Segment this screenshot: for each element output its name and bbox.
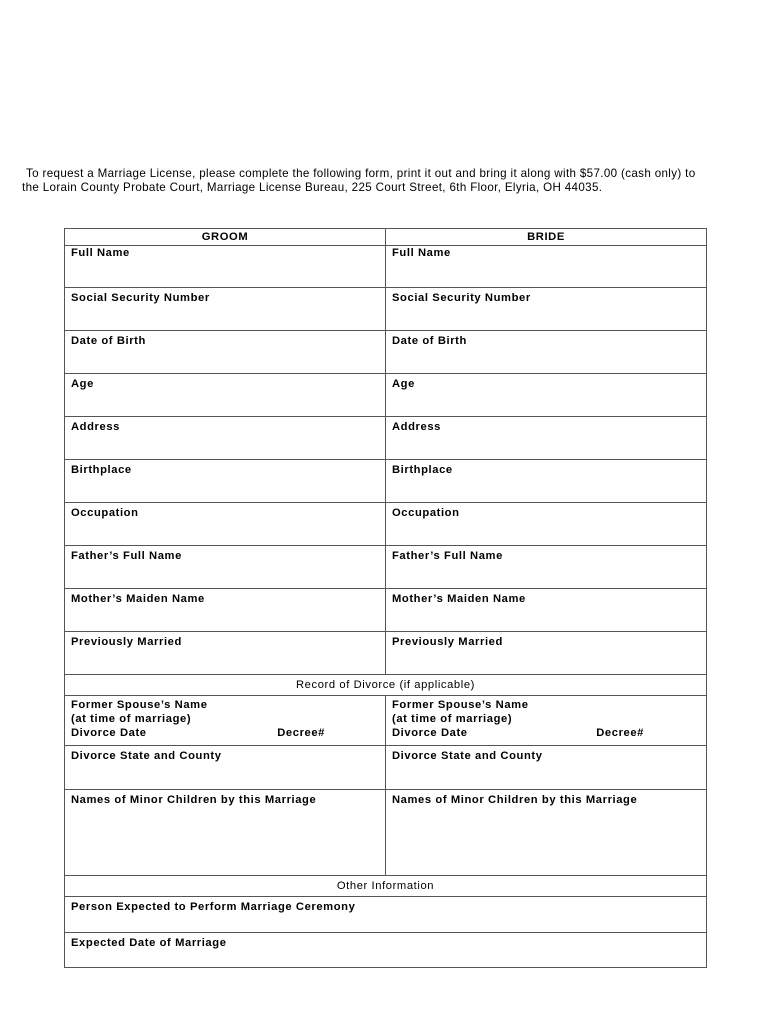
divorce-section-title: Record of Divorce (if applicable) xyxy=(65,675,707,696)
groom-dob-label: Date of Birth xyxy=(71,335,146,347)
bride-father-field[interactable] xyxy=(386,546,707,589)
groom-divorce-state-field[interactable] xyxy=(65,746,386,790)
bride-mother-label: Mother’s Maiden Name xyxy=(392,593,526,605)
occupation-row xyxy=(65,503,707,546)
bride-occupation-label: Occupation xyxy=(392,507,460,519)
groom-full-name-field[interactable] xyxy=(65,246,386,288)
intro-line-2: the Lorain County Probate Court, Marriage License Bureau, 225 Court Street, 6th Floor, Elyria, OH 44035. xyxy=(22,181,603,194)
full-name-row xyxy=(65,246,707,288)
groom-former-spouse-field[interactable] xyxy=(65,696,386,746)
bride-full-name-field[interactable] xyxy=(386,246,707,288)
bride-divorce-date-line xyxy=(392,726,700,740)
bride-previously-married-label: Previously Married xyxy=(392,636,503,648)
age-row xyxy=(65,374,707,417)
bride-full-name-label: Full Name xyxy=(392,247,451,259)
bride-minor-children-field[interactable] xyxy=(386,790,707,876)
groom-dob-field[interactable] xyxy=(65,331,386,374)
bride-former-spouse-note: (at time of marriage) xyxy=(392,713,513,725)
groom-ssn-field[interactable] xyxy=(65,288,386,331)
groom-decree-label: Decree# xyxy=(277,727,325,739)
groom-minor-children-field[interactable] xyxy=(65,790,386,876)
groom-divorce-date-line xyxy=(71,726,379,740)
bride-dob-field[interactable] xyxy=(386,331,707,374)
bride-ssn-field[interactable] xyxy=(386,288,707,331)
marriage-license-form xyxy=(64,228,707,968)
officiant-row xyxy=(65,897,707,933)
intro-line-1: To request a Marriage License, please complete the following form, print it out and bring it along with $57.00 (cash only) to xyxy=(26,167,696,180)
divorce-state-row xyxy=(65,746,707,790)
groom-divorce-state-label: Divorce State and County xyxy=(71,750,222,762)
bride-mother-field[interactable] xyxy=(386,589,707,632)
groom-father-field[interactable] xyxy=(65,546,386,589)
bride-occupation-field[interactable] xyxy=(386,503,707,546)
groom-occupation-field[interactable] xyxy=(65,503,386,546)
divorce-section-row xyxy=(65,675,707,696)
groom-age-label: Age xyxy=(71,378,94,390)
bride-divorce-date-label: Divorce Date xyxy=(392,727,468,739)
groom-previously-married-field[interactable] xyxy=(65,632,386,675)
bride-minor-children-label: Names of Minor Children by this Marriage xyxy=(392,794,638,806)
expected-date-label: Expected Date of Marriage xyxy=(71,937,227,949)
former-spouse-row xyxy=(65,696,707,746)
bride-previously-married-field[interactable] xyxy=(386,632,707,675)
groom-ssn-label: Social Security Number xyxy=(71,292,210,304)
groom-birthplace-label: Birthplace xyxy=(71,464,132,476)
bride-birthplace-field[interactable] xyxy=(386,460,707,503)
groom-former-spouse-label: Former Spouse’s Name xyxy=(71,699,208,711)
bride-father-label: Father’s Full Name xyxy=(392,550,503,562)
groom-full-name-label: Full Name xyxy=(71,247,130,259)
bride-former-spouse-label: Former Spouse’s Name xyxy=(392,699,529,711)
bride-birthplace-label: Birthplace xyxy=(392,464,453,476)
groom-former-spouse-note: (at time of marriage) xyxy=(71,713,192,725)
ssn-row xyxy=(65,288,707,331)
groom-divorce-date-label: Divorce Date xyxy=(71,727,147,739)
other-info-row xyxy=(65,876,707,897)
bride-age-label: Age xyxy=(392,378,415,390)
groom-birthplace-field[interactable] xyxy=(65,460,386,503)
bride-address-field[interactable] xyxy=(386,417,707,460)
officiant-label: Person Expected to Perform Marriage Ceremony xyxy=(71,901,356,913)
groom-address-label: Address xyxy=(71,421,120,433)
bride-former-spouse-field[interactable] xyxy=(386,696,707,746)
bride-divorce-state-label: Divorce State and County xyxy=(392,750,543,762)
bride-address-label: Address xyxy=(392,421,441,433)
bride-ssn-label: Social Security Number xyxy=(392,292,531,304)
bride-header: BRIDE xyxy=(386,229,707,246)
dob-row xyxy=(65,331,707,374)
minor-children-row xyxy=(65,790,707,876)
bride-age-field[interactable] xyxy=(386,374,707,417)
officiant-field[interactable] xyxy=(65,897,707,933)
previously-married-row xyxy=(65,632,707,675)
groom-header: GROOM xyxy=(65,229,386,246)
groom-father-label: Father’s Full Name xyxy=(71,550,182,562)
groom-mother-label: Mother’s Maiden Name xyxy=(71,593,205,605)
groom-minor-children-label: Names of Minor Children by this Marriage xyxy=(71,794,317,806)
address-row xyxy=(65,417,707,460)
expected-date-field[interactable] xyxy=(65,933,707,968)
groom-address-field[interactable] xyxy=(65,417,386,460)
mother-row xyxy=(65,589,707,632)
header-row xyxy=(65,229,707,246)
groom-occupation-label: Occupation xyxy=(71,507,139,519)
bride-decree-label: Decree# xyxy=(596,727,644,739)
groom-mother-field[interactable] xyxy=(65,589,386,632)
birthplace-row xyxy=(65,460,707,503)
bride-divorce-state-field[interactable] xyxy=(386,746,707,790)
intro-text xyxy=(22,167,752,195)
groom-age-field[interactable] xyxy=(65,374,386,417)
bride-dob-label: Date of Birth xyxy=(392,335,467,347)
father-row xyxy=(65,546,707,589)
groom-previously-married-label: Previously Married xyxy=(71,636,182,648)
expected-date-row xyxy=(65,933,707,968)
other-info-title: Other Information xyxy=(65,876,707,897)
